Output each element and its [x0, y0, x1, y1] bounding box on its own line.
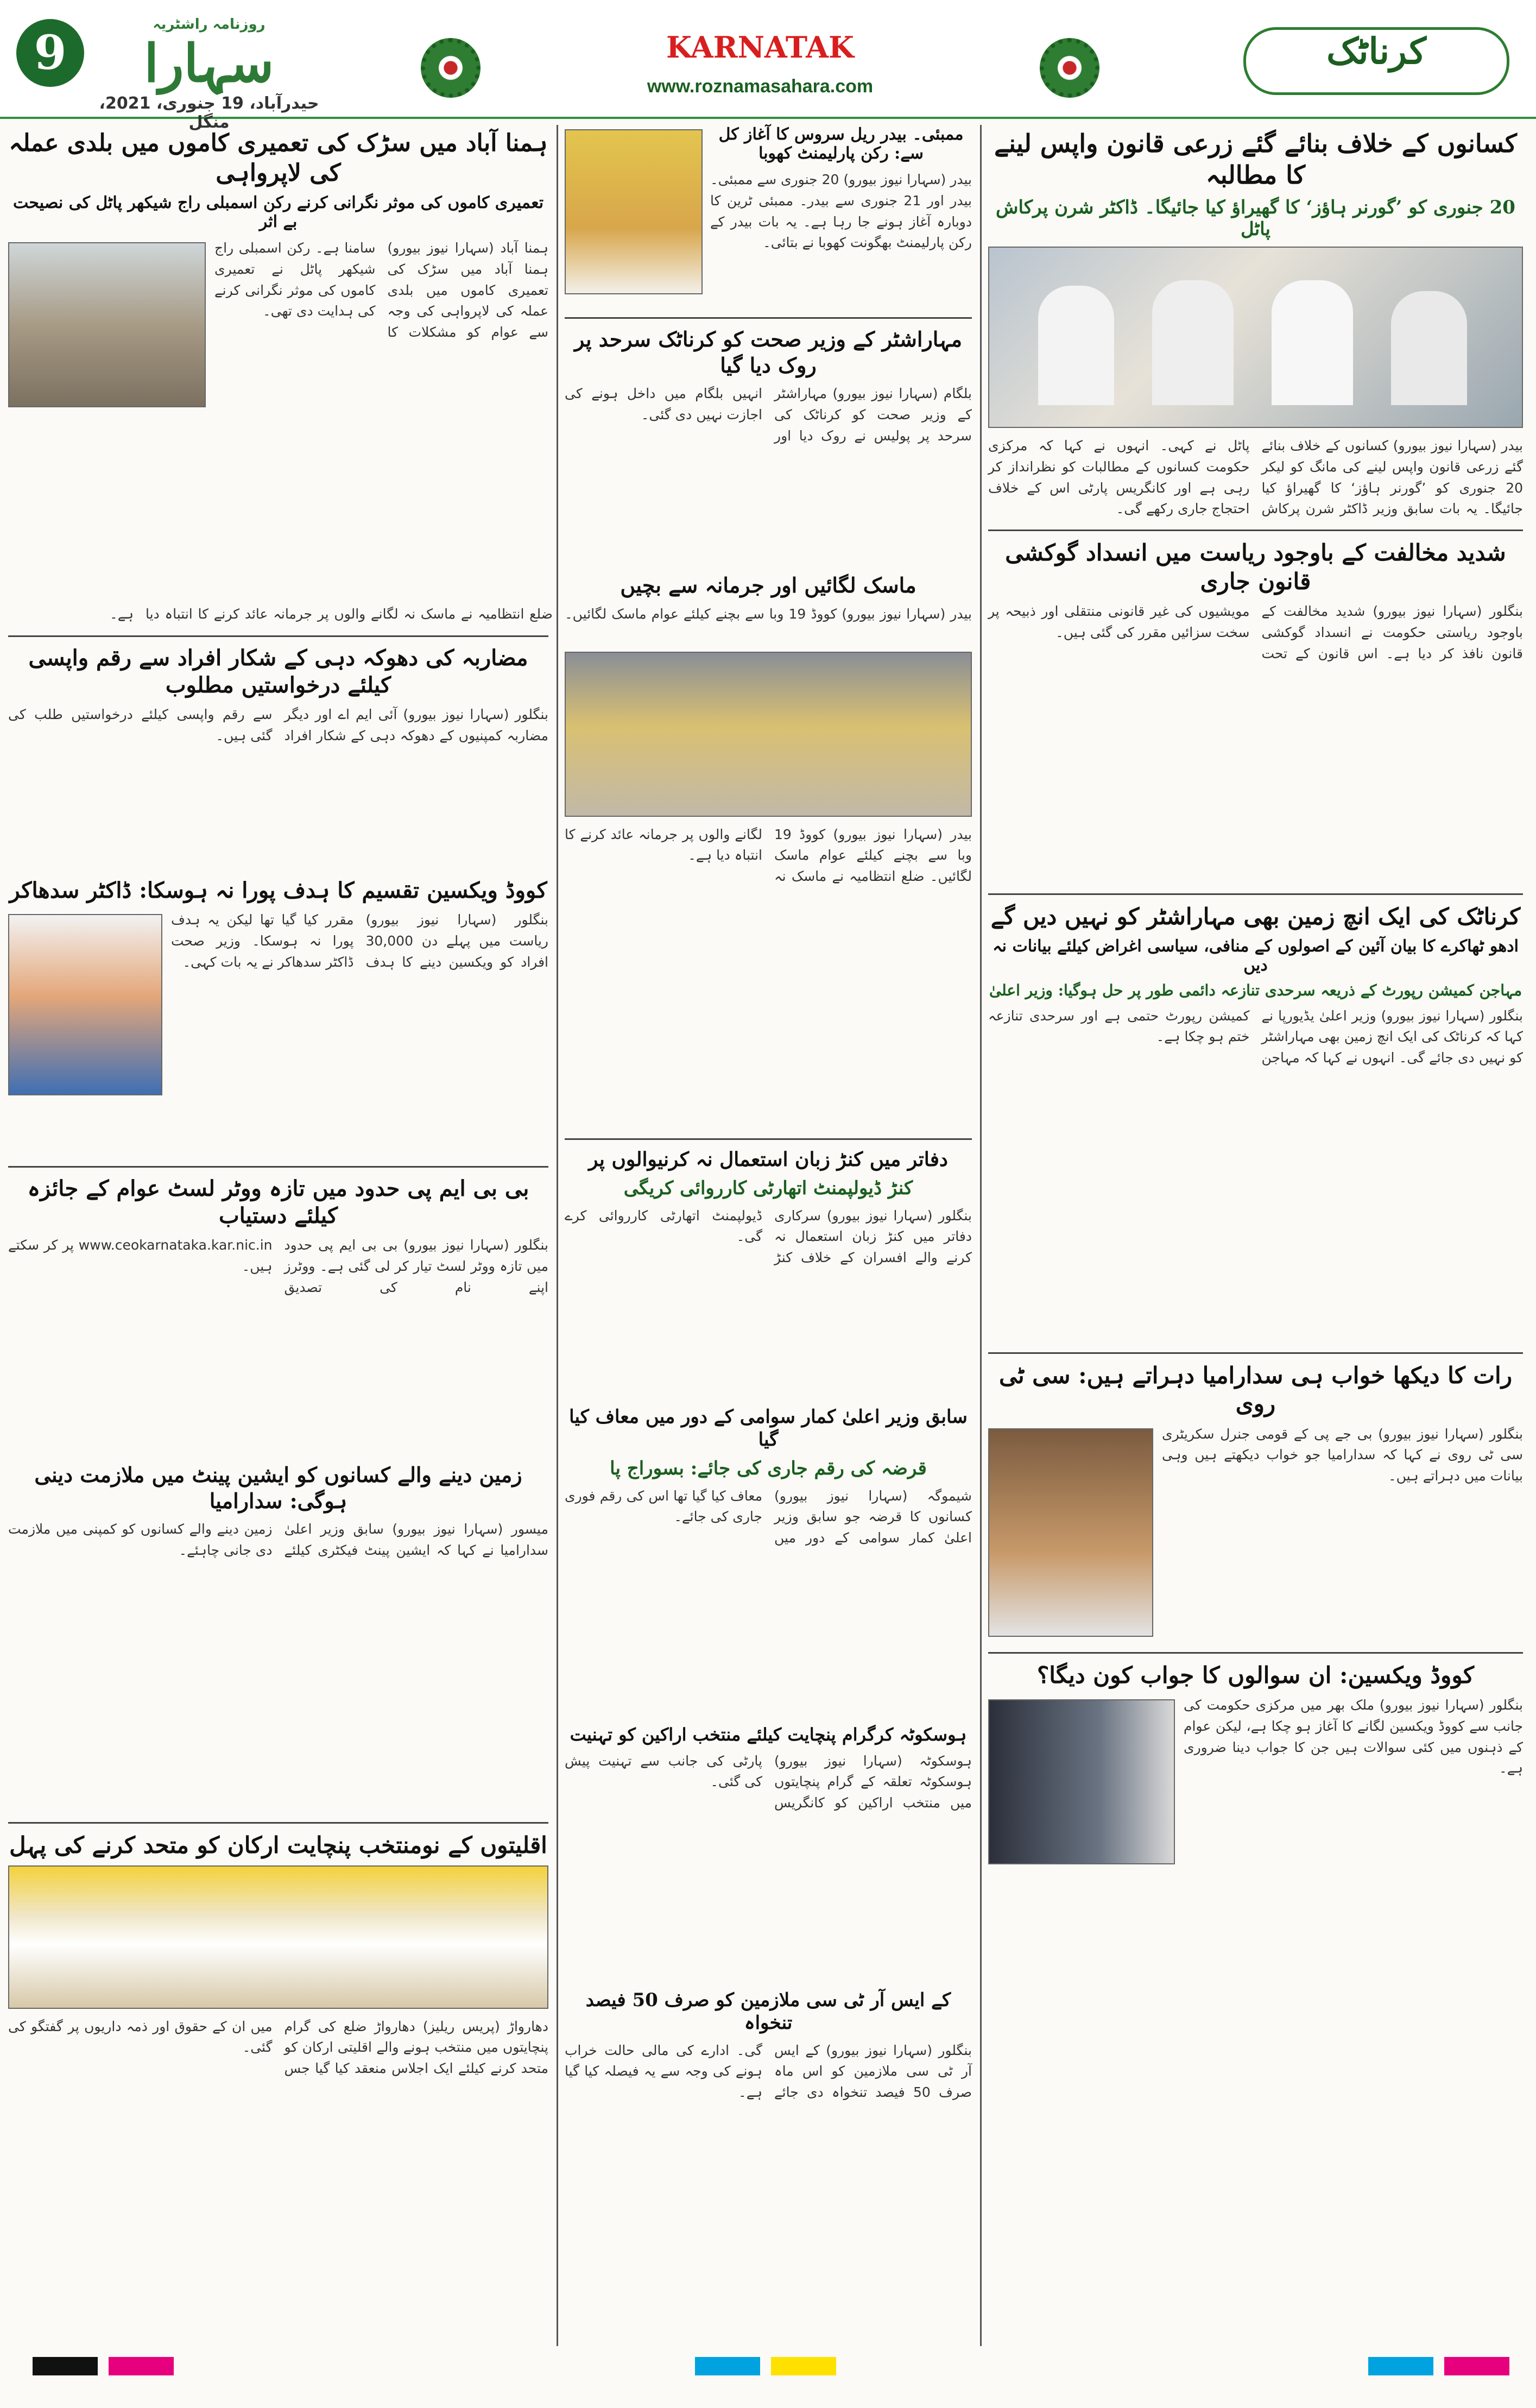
divider	[988, 893, 1523, 895]
headline: کووڈ ویکسین: ان سوالوں کا جواب کون دیگا؟	[1036, 1661, 1475, 1688]
divider	[565, 317, 972, 319]
ct-ravi-portrait	[988, 1428, 1153, 1637]
print-color-bars	[0, 2352, 1536, 2384]
headline: مہاراشٹر کے وزیر صحت کو کرناٹک سرحد پر روک دیا گیا	[574, 327, 962, 377]
headline: ہوسکوٹہ کرگرام پنچایت کیلئے منتخب اراکین کو تہنیت	[570, 1724, 967, 1745]
panchayat-members-photo	[8, 1865, 548, 2009]
article-body: بنگلور (سہارا نیوز بیورو) سرکاری دفاتر میں کنڑ زبان استعمال نہ کرنے والے افسران کے خلاف کنڑ ڈیولپمنٹ اتھارٹی کارروائی کرے گی۔	[565, 1207, 972, 1265]
subhead: 20 جنوری کو ’گورنر ہاؤز‘ کا گھیراؤ کیا جائیگا۔ ڈاکٹر شرن پرکاش پاٹل	[996, 197, 1515, 240]
divider	[988, 1652, 1523, 1654]
article-body: شیموگہ (سہارا نیوز بیورو) کسانوں کا قرضہ جو سابق وزیر اعلیٰ کمار سوامی کے دور میں معاف کیا گیا تھا اس کی رقم فوری جاری کی جائے۔	[565, 1487, 972, 1546]
mp-portrait	[565, 129, 703, 294]
headline: ہمنا آباد میں سڑک کی تعمیری کاموں میں بلدی عملہ کی لاپرواہی	[9, 129, 548, 187]
headline: زمین دینے والے کسانوں کو ایشین پینٹ میں ملازمت دینی ہوگی: سدارامیا	[34, 1463, 522, 1513]
article-body: بنگلور (سہارا نیوز بیورو) وزیر اعلیٰ یڈیورپا نے کہا کہ کرناٹک کی ایک انچ زمین بھی مہاراشٹر کو نہیں دی جائے گی۔ انہوں نے کہا کہ مہاجن کمیشن رپورٹ حتمی ہے اور سرحدی تنازعہ ختم ہو چکا ہے۔	[988, 1007, 1523, 1066]
section-title-urdu: کرناٹک	[1243, 27, 1509, 95]
article-body: ہمنا آباد (سہارا نیوز بیورو) ہمنا آباد میں سڑک کی تعمیری کاموں میں بلدی عملہ کی لاپرواہی کی وجہ سے عوام کو مشکلات کا سامنا ہے۔ رکن اسمبلی راج شیکھر پاٹل نے تعمیری کاموں کی موثر نگرانی کرنے کی ہدایت دی تھی۔	[214, 240, 548, 340]
headline: اقلیتوں کے نومنتخب پنچایت ارکان کو متحد کرنے کی پہل	[9, 1832, 547, 1858]
press-conference-photo	[988, 247, 1523, 428]
article-body: بیدر (سہارا نیوز بیورو) کووڈ 19 وبا سے بچنے کیلئے عوام ماسک لگائیں۔ ضلع انتظامیہ نے ماسک نہ لگانے والوں پر جرمانہ عائد کرنے کا انتباہ دیا ہے۔	[565, 826, 972, 884]
headline: کووڈ ویکسین تقسیم کا ہدف پورا نہ ہوسکا: ڈاکٹر سدھاکر	[9, 878, 547, 903]
article-body: دھارواڑ (پریس ریلیز) دھارواڑ ضلع کی گرام پنچایتوں میں منتخب ہونے والے اقلیتی ارکان کو متحد کرنے کیلئے ایک اجلاس منعقد کیا گیا جس میں ان کے حقوق اور ذمہ داریوں پر گفتگو کی گئی۔	[8, 2018, 548, 2076]
paper-name: سہارا	[144, 33, 274, 94]
subhead: کنڑ ڈیولپمنٹ اتھارٹی کارروائی کریگی	[623, 1177, 913, 1199]
dr-sudhakar-portrait	[8, 914, 162, 1095]
sahara-emblem-icon	[1040, 38, 1099, 98]
article-body: بنگلور (سہارا نیوز بیورو) آئی ایم اے اور دیگر مضاربہ کمپنیوں کے دھوکہ دہی کے شکار افراد سے رقم واپسی کیلئے درخواستیں طلب کی گئی ہیں۔	[8, 707, 548, 743]
paper-logo	[90, 16, 328, 132]
vaccine-photo	[988, 1699, 1175, 1864]
headline: دفاتر میں کنڑ زبان استعمال نہ کرنیوالوں پر	[589, 1148, 948, 1171]
headline: مضاربہ کی دھوکہ دہی کے شکار افراد سے رقم واپسی کیلئے درخواستیں مطلوب	[28, 645, 528, 698]
headline: بی بی ایم پی حدود میں تازہ ووٹر لسٹ عوام کے جائزہ کیلئے دستیاب	[27, 1176, 529, 1228]
article-body: بیدر (سہارا نیوز بیورو) کسانوں کے خلاف بنائے گئے زرعی قانون واپس لینے کی مانگ کو لیکر 20 جنوری کو ’گورنر ہاؤز‘ کا گھیراؤ کیا جائیگا۔ یہ بات سابق وزیر ڈاکٹر شرن پرکاش پاٹل نے کہی۔ انہوں نے کہا کہ مرکزی حکومت کسانوں کے مطالبات کو نظرانداز کر رہی ہے اور کانگریس پارٹی اس کے خلاف احتجاج جاری رکھے گی۔	[988, 438, 1523, 517]
column-left	[8, 125, 548, 2346]
article-body: بنگلور (سہارا نیوز بیورو) ملک بھر میں مرکزی حکومت کی جانب سے کووڈ ویکسین لگانے کا آغاز ہو چکا ہے، لیکن عوام کے ذہنوں میں کئی سوالات ہیں جن کا جواب دینا ضروری ہے۔	[1184, 1697, 1523, 1776]
article-body: بنگلور (سہارا نیوز بیورو) بی جے پی کے قومی جنرل سکریٹری سی ٹی روی نے کہا کہ سدارامیا جو خواب دیکھتے ہیں وہی بیانات میں دہراتے ہیں۔	[1162, 1426, 1523, 1484]
section-title-english: KARNATAK	[666, 30, 854, 65]
divider	[8, 1166, 548, 1168]
headline: کسانوں کے خلاف بنائے گئے زرعی قانون واپس لینے کا مطالبہ	[994, 129, 1517, 190]
headline: کے ایس آر ٹی سی ملازمین کو صرف 50 فیصد تنخواہ	[585, 1989, 951, 2034]
article-body: بنگلور (سہارا نیوز بیورو) شدید مخالفت کے باوجود ریاستی حکومت نے انسداد گوکشی قانون نافذ کر دیا ہے۔ اس قانون کے تحت مویشیوں کی غیر قانونی منتقلی اور ذبیحہ پر سخت سزائیں مقرر کی گئی ہیں۔	[988, 603, 1523, 661]
paper-tag: روزنامہ راشٹریہ	[153, 16, 266, 33]
kicker: مہاجن کمیشن رپورٹ کے ذریعہ سرحدی تنازعہ دائمی طور پر حل ہوگیا: وزیر اعلیٰ	[989, 981, 1522, 999]
subhead: ادھو ٹھاکرے کا بیان آئین کے اصولوں کے منافی، سیاسی اغراض کیلئے بیانات نہ دیں	[993, 936, 1519, 975]
sahara-emblem-icon	[421, 38, 481, 98]
headline: سابق وزیر اعلیٰ کمار سوامی کے دور میں معاف کیا گیا	[569, 1405, 968, 1451]
article-body: بنگلور (سہارا نیوز بیورو) کے ایس آر ٹی سی ملازمین کو اس ماہ صرف 50 فیصد تنخواہ دی جائے گی۔ ادارے کی مالی حالت خراب ہونے کی وجہ سے یہ فیصلہ کیا گیا ہے۔	[565, 2042, 972, 2100]
subhead: تعمیری کاموں کی موثر نگرانی کرنے رکن اسمبلی راج شیکھر پاٹل کی نصیحت بے اثر	[12, 193, 544, 231]
headline: ماسک لگائیں اور جرمانہ سے بچیں	[620, 573, 916, 597]
page-number: 9	[16, 19, 84, 87]
article-body: بلگام (سہارا نیوز بیورو) مہاراشٹر کے وزیر صحت کو کرناٹک کی سرحد پر پولیس نے روک دیا اور انہیں بلگام میں داخل ہونے کی اجازت نہیں دی گئی۔	[565, 386, 972, 444]
article-body: بنگلور (سہارا نیوز بیورو) ریاست میں پہلے دن 30,000 افراد کو ویکسین دینے کا ہدف مقرر کیا گیا تھا لیکن یہ ہدف پورا نہ ہوسکا۔ وزیر صحت ڈاکٹر سدھاکر نے یہ بات کہی۔	[171, 912, 548, 970]
article-body: بنگلور (سہارا نیوز بیورو) بی بی ایم پی حدود میں تازہ ووٹر لسٹ تیار کر لی گئی ہے۔ ووٹرز اپنے نام کی تصدیق www.ceokarnataka.kar.nic.in پر کر سکتے ہیں۔	[8, 1237, 548, 1295]
divider	[8, 1822, 548, 1824]
kicker: ممبئی۔ بیدر ریل سروس کا آغاز کل سے: رکن پارلیمنٹ کھوبا	[718, 125, 964, 163]
road-construction-photo	[8, 242, 206, 407]
article-body: ہوسکوٹہ (سہارا نیوز بیورو) ہوسکوٹہ تعلقہ کے گرام پنچایتوں میں منتخب اراکین کو کانگریس پارٹی کی جانب سے تہنیت پیش کی گئی۔	[565, 1753, 972, 1811]
subhead: قرضہ کی رقم جاری کی جائے: بسوراج پا	[610, 1457, 927, 1479]
masthead	[0, 0, 1536, 132]
divider	[565, 1138, 972, 1140]
date-line: حیدرآباد، 19 جنوری، 2021، منگل	[99, 94, 319, 132]
column-divider	[980, 125, 982, 2346]
website: www.roznamasahara.com	[647, 76, 874, 97]
column-right	[988, 125, 1523, 2346]
article-body: بیدر (سہارا نیوز بیورو) 20 جنوری سے ممبئی۔ بیدر اور 21 جنوری سے بیدر۔ ممبئی ٹرین کا دوبارہ آغاز ہونے جا رہا ہے۔ یہ بات بیدر کے رکن پارلیمنٹ بھگونت کھوبا نے بتائی۔	[710, 172, 972, 251]
headline: شدید مخالفت کے باوجود ریاست میں انسداد گوکشی قانون جاری	[1005, 539, 1506, 595]
divider	[8, 635, 548, 637]
article-body: میسور (سہارا نیوز بیورو) سابق وزیر اعلیٰ سدارامیا نے کہا کہ ایشین پینٹ فیکٹری کیلئے زمین دینے والے کسانوں کو کمپنی میں ملازمت دی جانی چاہئے۔	[8, 1521, 548, 1558]
column-divider	[557, 125, 558, 2346]
mask-awareness-photo	[565, 652, 972, 817]
headline: رات کا دیکھا خواب ہی سدارامیا دہراتے ہیں: سی ٹی روی	[998, 1361, 1513, 1417]
divider	[988, 529, 1523, 531]
divider	[988, 1352, 1523, 1354]
article-body: بیدر (سہارا نیوز بیورو) کووڈ 19 وبا سے بچنے کیلئے عوام ماسک لگائیں۔ ضلع انتظامیہ نے ماسک نہ لگانے والوں پر جرمانہ عائد کرنے کا انتباہ دیا ہے۔	[110, 606, 972, 622]
headline: کرناٹک کی ایک انچ زمین بھی مہاراشٹر کو نہیں دیں گے	[990, 903, 1521, 930]
